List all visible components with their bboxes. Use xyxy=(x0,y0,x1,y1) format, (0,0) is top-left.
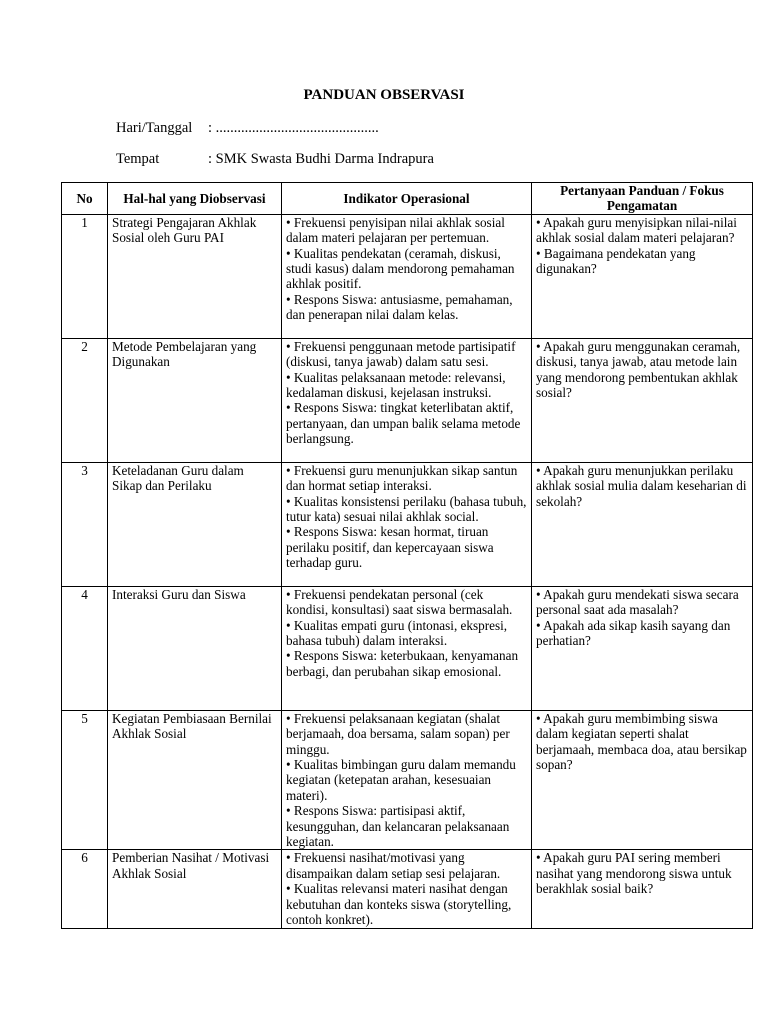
meta-value-date: : ............................................. xyxy=(208,120,379,136)
table-row xyxy=(62,710,753,850)
question-item: • Apakah guru membimbing siswa dalam kegiatan seperti shalat berjamaah, membaca doa, atau bersikap sopan? xyxy=(536,710,747,773)
table-body xyxy=(62,214,753,928)
table-header-row xyxy=(62,183,753,215)
observed-aspect: Keteladanan Guru dalam Sikap dan Perilaku xyxy=(108,462,282,586)
question-cell xyxy=(532,850,753,928)
observed-aspect: Metode Pembelajaran yang Digunakan xyxy=(108,338,282,462)
meta-label-place: Tempat xyxy=(116,151,160,167)
indicator-item: • Frekuensi nasihat/motivasi yang disampaikan dalam setiap sesi pelajaran. xyxy=(286,850,501,881)
table-row xyxy=(62,338,753,462)
row-number: 6 xyxy=(62,850,108,928)
indicator-cell xyxy=(282,850,532,928)
observed-aspect: Pemberian Nasihat / Motivasi Akhlak Sosial xyxy=(108,850,282,928)
question-item: • Apakah guru mendekati siswa secara personal saat ada masalah? xyxy=(536,586,739,618)
header-no: No xyxy=(62,183,108,215)
question-cell xyxy=(532,338,753,462)
row-number: 2 xyxy=(62,338,108,462)
header-hal: Hal-hal yang Diobservasi xyxy=(108,183,282,215)
indicator-item: • Frekuensi penggunaan metode partisipatif (diskusi, tanya jawab) dalam satu sesi. xyxy=(286,338,516,370)
row-number: 4 xyxy=(62,586,108,710)
indicator-item: • Kualitas bimbingan guru dalam memandu kegiatan (ketepatan arahan, kesesuaian materi). xyxy=(286,757,516,803)
indicator-item: • Kualitas pelaksanaan metode: relevansi, kedalaman diskusi, kejelasan instruksi. xyxy=(286,369,506,401)
meta-row-date xyxy=(116,120,379,137)
indicator-item: • Respons Siswa: antusiasme, pemahaman, dan penerapan nilai dalam kelas. xyxy=(286,291,513,323)
header-indikator: Indikator Operasional xyxy=(282,183,532,215)
question-cell xyxy=(532,710,753,850)
indicator-item: • Kualitas konsistensi perilaku (bahasa tubuh, tutur kata) sesuai nilai akhlak social. xyxy=(286,493,527,525)
indicator-cell xyxy=(282,214,532,338)
indicator-item: • Kualitas pendekatan (ceramah, diskusi, studi kasus) dalam mendorong pemahaman akhlak positif. xyxy=(286,245,515,292)
header-pertanyaan: Pertanyaan Panduan / Fokus Pengamatan xyxy=(532,183,753,215)
meta-value-place: : SMK Swasta Budhi Darma Indrapura xyxy=(208,151,434,167)
observed-aspect: Interaksi Guru dan Siswa xyxy=(108,586,282,710)
indicator-item: • Frekuensi pelaksanaan kegiatan (shalat berjamaah, doa bersama, salam sopan) per minggu. xyxy=(286,710,510,757)
table-row xyxy=(62,850,753,928)
indicator-item: • Respons Siswa: keterbukaan, kenyamanan berbagi, dan perubahan sikap emosional. xyxy=(286,648,519,679)
document-title: PANDUAN OBSERVASI xyxy=(303,87,465,103)
indicator-item: • Kualitas relevansi materi nasihat dengan kebutuhan dan konteks siswa (storytelling, contoh konkret). xyxy=(286,881,512,928)
indicator-cell xyxy=(282,338,532,462)
row-number: 1 xyxy=(62,214,108,338)
indicator-item: • Kualitas empati guru (intonasi, ekspresi, bahasa tubuh) dalam interaksi. xyxy=(286,617,508,649)
question-item: • Apakah guru PAI sering memberi nasihat yang mendorong siswa untuk berakhlak sosial baik? xyxy=(536,850,732,897)
question-item: • Apakah ada sikap kasih sayang dan perhatian? xyxy=(536,617,731,649)
observed-aspect: Kegiatan Pembiasaan Bernilai Akhlak Sosial xyxy=(108,710,282,850)
indicator-item: • Frekuensi pendekatan personal (cek kondisi, konsultasi) saat siswa bermasalah. xyxy=(286,586,513,618)
question-item: • Apakah guru menggunakan ceramah, diskusi, tanya jawab, atau metode lain yang mendorong pembentukan akhlak sosial? xyxy=(536,338,741,401)
table-row xyxy=(62,462,753,586)
indicator-cell xyxy=(282,586,532,710)
indicator-item: • Respons Siswa: tingkat keterlibatan aktif, pertanyaan, dan umpan balik selama metode berlangsung. xyxy=(286,400,521,447)
question-item: • Apakah guru menunjukkan perilaku akhlak sosial mulia dalam keseharian di sekolah? xyxy=(536,462,747,509)
indicator-item: • Respons Siswa: kesan hormat, tiruan perilaku positif, dan kepercayaan siswa terhadap guru. xyxy=(286,524,494,571)
question-cell xyxy=(532,462,753,586)
indicator-item: • Frekuensi penyisipan nilai akhlak sosial dalam materi pelajaran per pertemuan. xyxy=(286,214,505,246)
indicator-item: • Frekuensi guru menunjukkan sikap santun dan hormat setiap interaksi. xyxy=(286,462,518,494)
observation-table xyxy=(61,182,753,929)
question-item: • Apakah guru menyisipkan nilai-nilai akhlak sosial dalam materi pelajaran? xyxy=(536,214,737,246)
indicator-cell xyxy=(282,710,532,850)
question-item: • Bagaimana pendekatan yang digunakan? xyxy=(536,245,696,277)
indicator-cell xyxy=(282,462,532,586)
observed-aspect: Strategi Pengajaran Akhlak Sosial oleh Guru PAI xyxy=(108,214,282,338)
indicator-item: • Respons Siswa: partisipasi aktif, kesungguhan, dan kelancaran pelaksanaan kegiatan. xyxy=(286,803,510,850)
question-cell xyxy=(532,586,753,710)
row-number: 5 xyxy=(62,710,108,850)
question-cell xyxy=(532,214,753,338)
meta-label-date: Hari/Tanggal xyxy=(116,120,193,136)
meta-row-place xyxy=(116,151,434,168)
table-row xyxy=(62,214,753,338)
row-number: 3 xyxy=(62,462,108,586)
table-row xyxy=(62,586,753,710)
